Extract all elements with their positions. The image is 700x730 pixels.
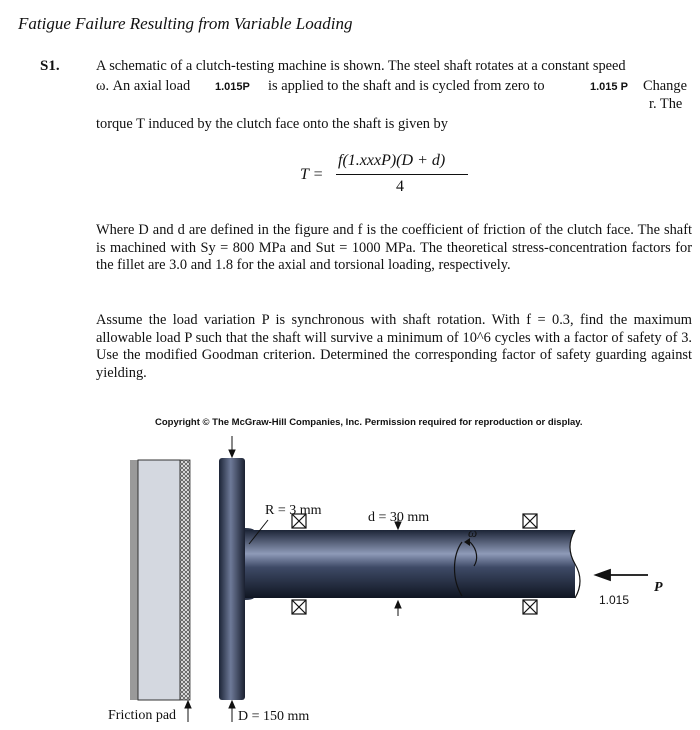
d-diameter-arrow bbox=[229, 701, 235, 722]
label-p: P bbox=[654, 580, 663, 595]
problem-line-2b: is applied to the shaft and is cycled from zero to bbox=[268, 78, 545, 94]
change-text: Change bbox=[643, 78, 687, 94]
problem-line-1: A schematic of a clutch-testing machine is shown. The steel shaft rotates at a constant speed bbox=[96, 58, 626, 74]
problem-label: S1. bbox=[40, 58, 60, 74]
formula-denominator: 4 bbox=[396, 178, 404, 195]
load-value: 1.015 bbox=[599, 593, 630, 607]
formula-lhs: T = bbox=[300, 166, 324, 183]
flange-disk bbox=[219, 458, 245, 700]
clutch-schematic bbox=[0, 430, 700, 730]
label-r: R = 3 mm bbox=[265, 503, 322, 518]
problem-paragraph-3: Assume the load variation P is synchronous with shaft rotation. With f = 0.3, find the maximum allowable load P such that the shaft will survive a minimum of 10^6 cycles with a factor of safety of 3. Use the modified Goodman criterion. Determined the corresponding factor of safety guarding against yielding. bbox=[96, 312, 692, 381]
label-big-d: D = 150 mm bbox=[238, 709, 310, 724]
d-bottom-arrow bbox=[395, 601, 401, 616]
problem-paragraph-2: Where D and d are defined in the figure and f is the coefficient of friction of the clutch face. The shaft is machined with Sy = 800 MPa and Sut = 1000 MPa. The theoretical stress-concentration factors for the fillet are 3.0 and 1.8 for the axial and torsional loading, respectively. bbox=[96, 222, 692, 273]
problem-line-2a: ω. An axial load bbox=[96, 78, 191, 94]
friction-pad bbox=[130, 460, 190, 700]
formula-numerator: f(1.xxxP)(D + d) bbox=[338, 152, 446, 169]
bearing-bottom-right bbox=[523, 600, 537, 614]
friction-pad-arrow bbox=[185, 701, 191, 722]
bearing-top-right bbox=[523, 514, 537, 528]
r-the-text: r. The bbox=[649, 96, 683, 112]
load-overlay-2: 1.015 P bbox=[590, 81, 628, 93]
label-omega: ω bbox=[468, 525, 478, 540]
bearing-bottom-left bbox=[292, 600, 306, 614]
axial-load-arrow bbox=[596, 570, 648, 580]
shaft bbox=[245, 530, 575, 598]
formula-fraction-bar bbox=[336, 174, 468, 175]
load-overlay-1: 1.015P bbox=[215, 81, 250, 93]
label-d: d = 30 mm bbox=[368, 510, 430, 525]
problem-line-3: torque T induced by the clutch face onto the shaft is given by bbox=[96, 116, 448, 132]
flange-top-arrow bbox=[229, 436, 235, 457]
figure-copyright: Copyright © The McGraw-Hill Companies, Inc. Permission required for reproduction or display. bbox=[155, 417, 583, 428]
label-friction-pad: Friction pad bbox=[108, 708, 177, 723]
section-heading: Fatigue Failure Resulting from Variable Loading bbox=[18, 14, 353, 33]
